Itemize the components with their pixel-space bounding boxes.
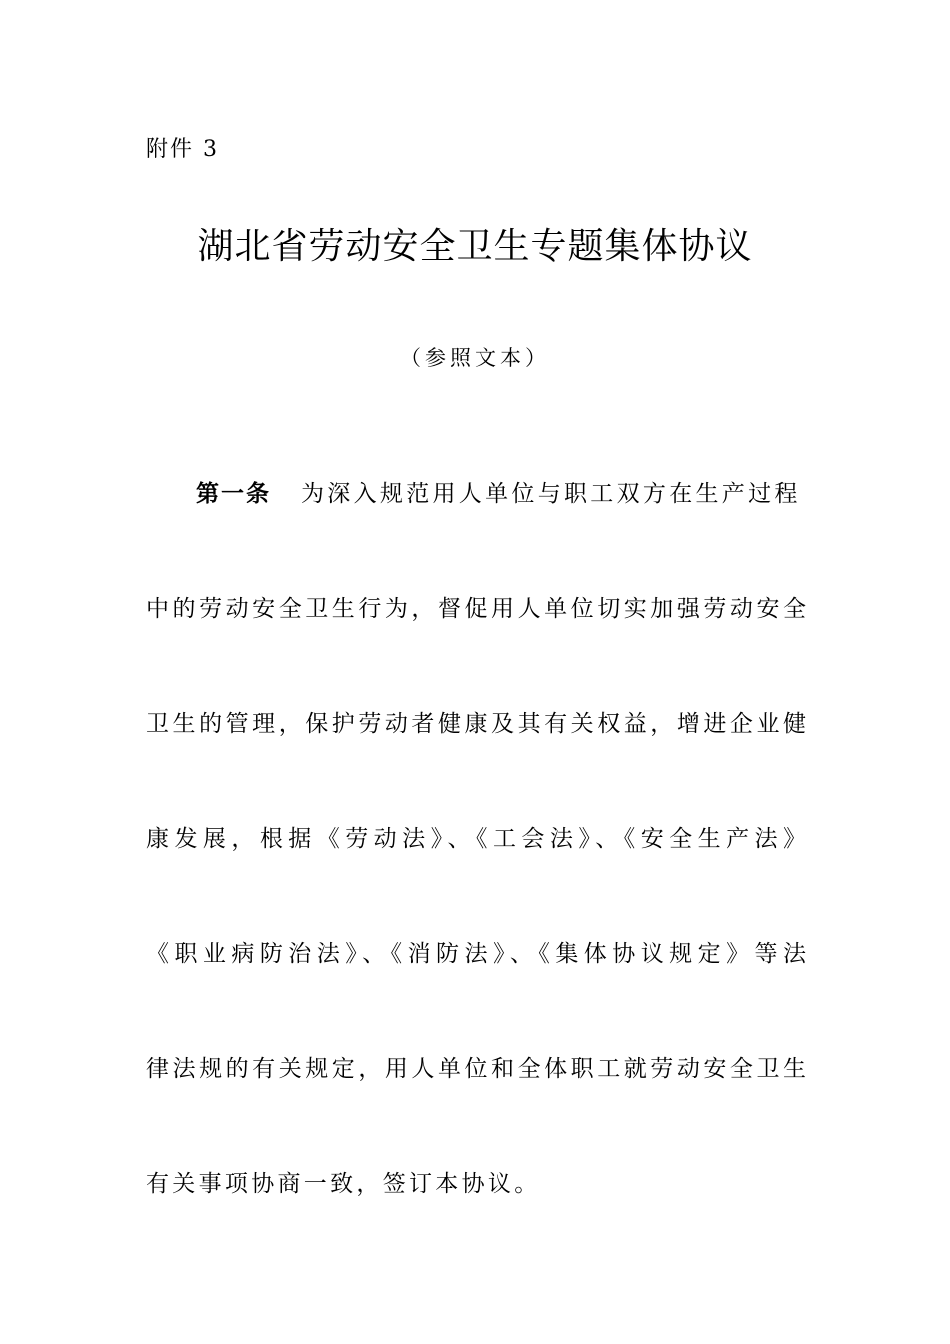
article-1-first-line-text: 为深入规范用人单位与职工双方在生产过程 [301, 481, 801, 507]
article-1-first-line [196, 474, 806, 514]
document-title: 湖北省劳动安全卫生专题集体协议 [197, 226, 753, 267]
article-1-line: 中的劳动安全卫生行为，督促用人单位切实加强劳动安全 [146, 596, 806, 622]
attachment-label: 附件 3 [146, 137, 219, 162]
article-1-line: 康发展，根据《劳动法》、《工会法》、《安全生产法》 [146, 826, 806, 852]
article-1-label: 第一条 [196, 480, 271, 507]
article-1-line: 卫生的管理，保护劳动者健康及其有关权益，增进企业健 [146, 711, 806, 737]
article-1-last-line: 有关事项协商一致，签订本协议。 [146, 1171, 541, 1197]
article-1-line: 《职业病防治法》、《消防法》、《集体协议规定》等法 [146, 941, 806, 967]
article-1-line: 律法规的有关规定，用人单位和全体职工就劳动安全卫生 [146, 1056, 806, 1082]
document-subtitle: （参照文本） [400, 346, 550, 370]
